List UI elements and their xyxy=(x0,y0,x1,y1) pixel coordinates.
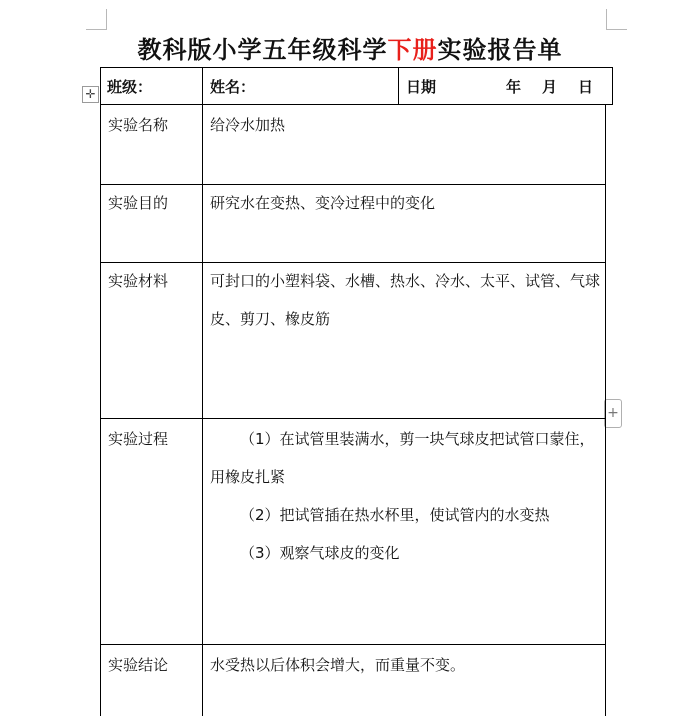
row-label-name: 实验名称 xyxy=(108,116,169,134)
process-step-2: （2）把试管插在热水杯里，使试管内的水变热 xyxy=(240,506,550,524)
row-divider-1 xyxy=(100,184,606,185)
title-tail: 实验报告单 xyxy=(437,36,563,64)
page-title xyxy=(0,30,700,65)
table-column-divider xyxy=(202,104,203,716)
move-cross-icon: ✛ xyxy=(85,87,96,101)
plus-icon: + xyxy=(607,405,619,421)
title-main: 教科版小学五年级科学 xyxy=(137,36,388,64)
date-day: 日 xyxy=(578,78,594,96)
date-label: 日期 xyxy=(406,78,437,96)
row-content-process[interactable] xyxy=(210,420,600,572)
row-content-conclusion[interactable]: 水受热以后体积会增大，而重量不变。 xyxy=(210,656,466,674)
table-move-handle[interactable] xyxy=(82,86,99,103)
row-label-process: 实验过程 xyxy=(108,430,169,448)
table-border-right xyxy=(605,104,606,716)
header-divider-2 xyxy=(398,67,399,105)
row-divider-4 xyxy=(100,644,606,645)
row-divider-3 xyxy=(100,418,606,419)
page-margin-corner-right xyxy=(606,9,627,30)
class-label: 班级： xyxy=(107,78,153,96)
row-content-purpose[interactable]: 研究水在变热、变冷过程中的变化 xyxy=(210,194,436,212)
title-highlight: 下册 xyxy=(387,36,438,64)
header-border-top xyxy=(100,67,613,68)
row-content-materials[interactable]: 可封口的小塑料袋、水槽、热水、冷水、太平、试管、气球皮、剪刀、橡皮筋 xyxy=(210,272,601,328)
header-border-bottom xyxy=(100,104,613,105)
add-row-button[interactable] xyxy=(604,399,622,428)
date-year: 年 xyxy=(506,78,522,96)
header-border-right xyxy=(612,67,613,105)
row-label-conclusion: 实验结论 xyxy=(108,656,169,674)
row-label-materials: 实验材料 xyxy=(108,272,169,290)
table-border-left xyxy=(100,104,101,716)
page-margin-corner-left xyxy=(86,9,107,30)
date-month: 月 xyxy=(542,78,558,96)
name-label: 姓名： xyxy=(210,78,256,96)
row-content-name[interactable]: 给冷水加热 xyxy=(210,116,286,134)
row-label-purpose: 实验目的 xyxy=(108,194,169,212)
process-step-3: （3）观察气球皮的变化 xyxy=(240,544,400,562)
header-divider-1 xyxy=(202,67,203,105)
process-step-1: （1）在试管里装满水，剪一块气球皮把试管口蒙住，用橡皮扎紧 xyxy=(210,430,595,486)
header-border-left xyxy=(100,67,101,105)
